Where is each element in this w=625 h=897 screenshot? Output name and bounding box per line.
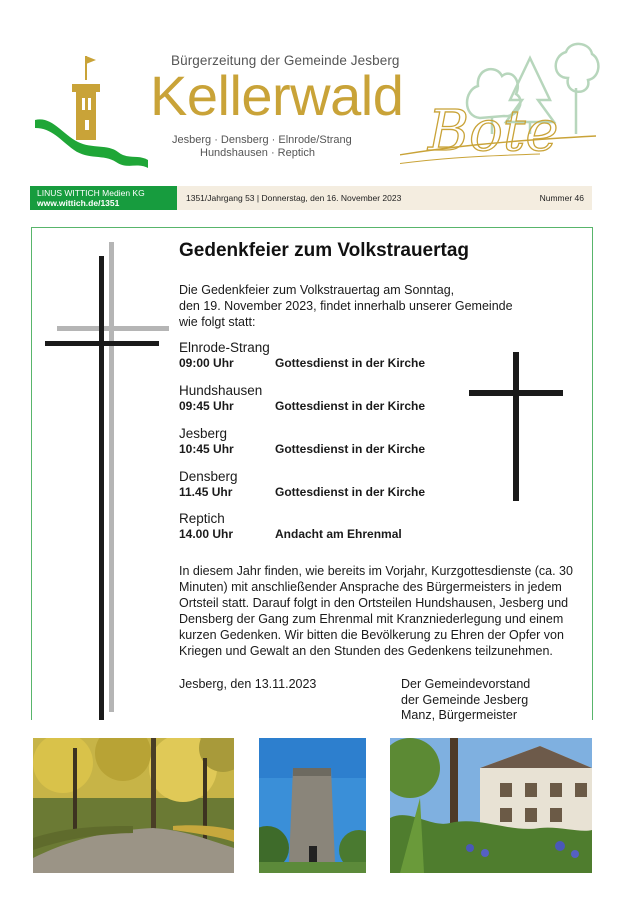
signature-line: der Gemeinde Jesberg [401, 692, 529, 707]
event-time: 09:45 Uhr [179, 399, 234, 413]
article-intro [179, 282, 539, 330]
intro-line: wie folgt statt: [179, 315, 256, 329]
issue-number: Nummer 46 [539, 193, 584, 203]
event-place: Hundshausen [179, 383, 263, 398]
bote-script-logo [400, 88, 600, 173]
event-elnrode-strang [179, 339, 539, 371]
article-body [179, 563, 581, 659]
event-time: 14.00 Uhr [179, 527, 234, 541]
issue-date: 1351/Jahrgang 53 | Donnerstag, den 16. November 2023 [186, 193, 402, 203]
places-line-2: Hundshausen · Reptich [200, 147, 315, 159]
body-line: Minuten) mit anschließender Ansprache des Bürgermeisters in jedem [179, 580, 562, 594]
event-place: Densberg [179, 469, 238, 484]
body-line: Ortsteil statt. Darauf folgt in den Ortsteilen Hundshausen, Jesberg und [179, 596, 569, 610]
jesberg-tower-photo [259, 738, 366, 873]
event-time: 10:45 Uhr [179, 442, 234, 456]
intro-line: den 19. November 2023, findet innerhalb unserer Gemeinde [179, 299, 513, 313]
event-description: Gottesdienst in der Kirche [275, 442, 426, 456]
bote-script-text: Bote [428, 99, 559, 164]
event-place: Reptich [179, 511, 225, 526]
newspaper-subtitle: Bürgerzeitung der Gemeinde Jesberg [171, 53, 400, 68]
event-place: Jesberg [179, 426, 228, 441]
places-line-1: Jesberg · Densberg · Elnrode/Strang [172, 134, 352, 146]
municipality-places [172, 134, 352, 160]
event-densberg [179, 468, 539, 500]
masthead [0, 0, 625, 185]
body-line: Densberg der Gang zum Ehrenmal mit Kranzniederlegung und einem [179, 612, 564, 626]
publisher-name: LINUS WITTICH Medien KG [37, 188, 145, 198]
jesberg-logo-icon [30, 48, 160, 173]
event-description: Andacht am Ehrenmal [275, 527, 402, 541]
autumn-forest-photo [33, 738, 234, 873]
issue-info-bar [30, 186, 592, 210]
signature-line: Der Gemeindevorstand [401, 677, 531, 691]
body-line: Kriegen und Gewalt an den Stunden des Gedenkens teilzunehmen. [179, 644, 553, 658]
event-reptich [179, 510, 539, 542]
intro-line: Die Gedenkfeier zum Volkstrauertag am Sonntag, [179, 283, 455, 297]
body-line: kurzen Gedenken. Wir bitten die Bevölkerung zu Ehren der Opfer von [179, 628, 564, 642]
signature-block [401, 677, 530, 724]
event-place: Elnrode-Strang [179, 340, 270, 355]
signature-line: Manz, Bürgermeister [401, 708, 518, 722]
event-description: Gottesdienst in der Kirche [275, 356, 426, 370]
event-description: Gottesdienst in der Kirche [275, 399, 426, 413]
newspaper-brand: Kellerwald [150, 64, 404, 127]
event-hundshausen [179, 382, 539, 414]
event-time: 11.45 Uhr [179, 485, 233, 499]
event-description: Gottesdienst in der Kirche [275, 485, 426, 499]
article-headline: Gedenkfeier zum Volkstrauertag [179, 240, 470, 261]
publisher-website[interactable]: www.wittich.de/1351 [37, 198, 120, 208]
body-line: In diesem Jahr finden, wie bereits im Vorjahr, Kurzgottesdienste (ca. 30 [179, 564, 573, 578]
village-garden-photo [390, 738, 592, 873]
publisher-box [30, 186, 177, 210]
date-line: Jesberg, den 13.11.2023 [179, 677, 317, 691]
event-jesberg [179, 425, 539, 457]
event-time: 09:00 Uhr [179, 356, 234, 370]
